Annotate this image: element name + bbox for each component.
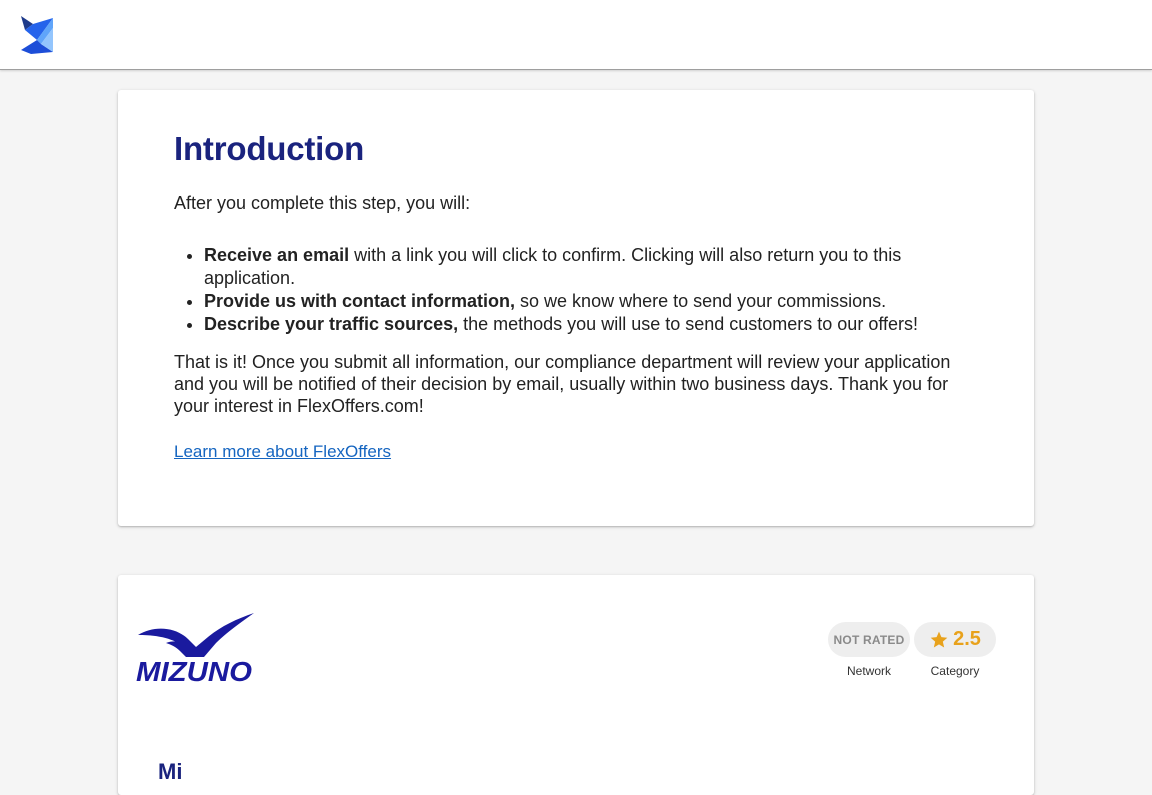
brand-logo-text: MIZUNO <box>136 656 253 685</box>
list-item-bold: Describe your traffic sources, <box>204 314 459 334</box>
network-rating-label: Network <box>846 664 891 678</box>
list-item <box>204 244 994 290</box>
intro-lead: After you complete this step, you will: <box>174 193 471 213</box>
star-icon <box>929 630 949 650</box>
learn-more-link[interactable]: Learn more about FlexOffers <box>174 442 392 461</box>
network-rating-value: NOT RATED <box>833 632 905 647</box>
list-item-bold: Receive an email <box>204 245 350 265</box>
list-item-bold: Provide us with contact information, <box>204 291 516 311</box>
intro-steps-list <box>204 244 994 336</box>
intro-paragraph: That is it! Once you submit all information, our compliance department will review your application and you will be notified of their decision by email, usually within two business days. Thank you for your interest in FlexOffers.com! <box>174 352 951 416</box>
network-rating-pill <box>828 622 910 657</box>
flexoffers-logo-icon[interactable] <box>19 14 55 54</box>
list-item-text: with a link you will click to confirm. Clicking will also return you to this application. <box>204 245 902 288</box>
offer-card <box>118 575 1034 795</box>
category-rating <box>914 622 996 678</box>
offer-name[interactable]: Mi <box>158 759 183 784</box>
list-item-text: the methods you will use to send customers to our offers! <box>458 314 919 334</box>
mizuno-brand-logo[interactable] <box>136 613 260 685</box>
introduction-card <box>118 90 1034 526</box>
list-item <box>204 313 994 336</box>
network-rating <box>828 622 910 678</box>
intro-title: Introduction <box>174 130 365 167</box>
category-rating-pill <box>914 622 996 657</box>
list-item <box>204 290 994 313</box>
list-item-text: so we know where to send your commissions. <box>515 291 887 311</box>
category-rating-score: 2.5 <box>953 628 981 650</box>
category-rating-label: Category <box>930 664 980 678</box>
top-bar <box>0 0 1152 70</box>
